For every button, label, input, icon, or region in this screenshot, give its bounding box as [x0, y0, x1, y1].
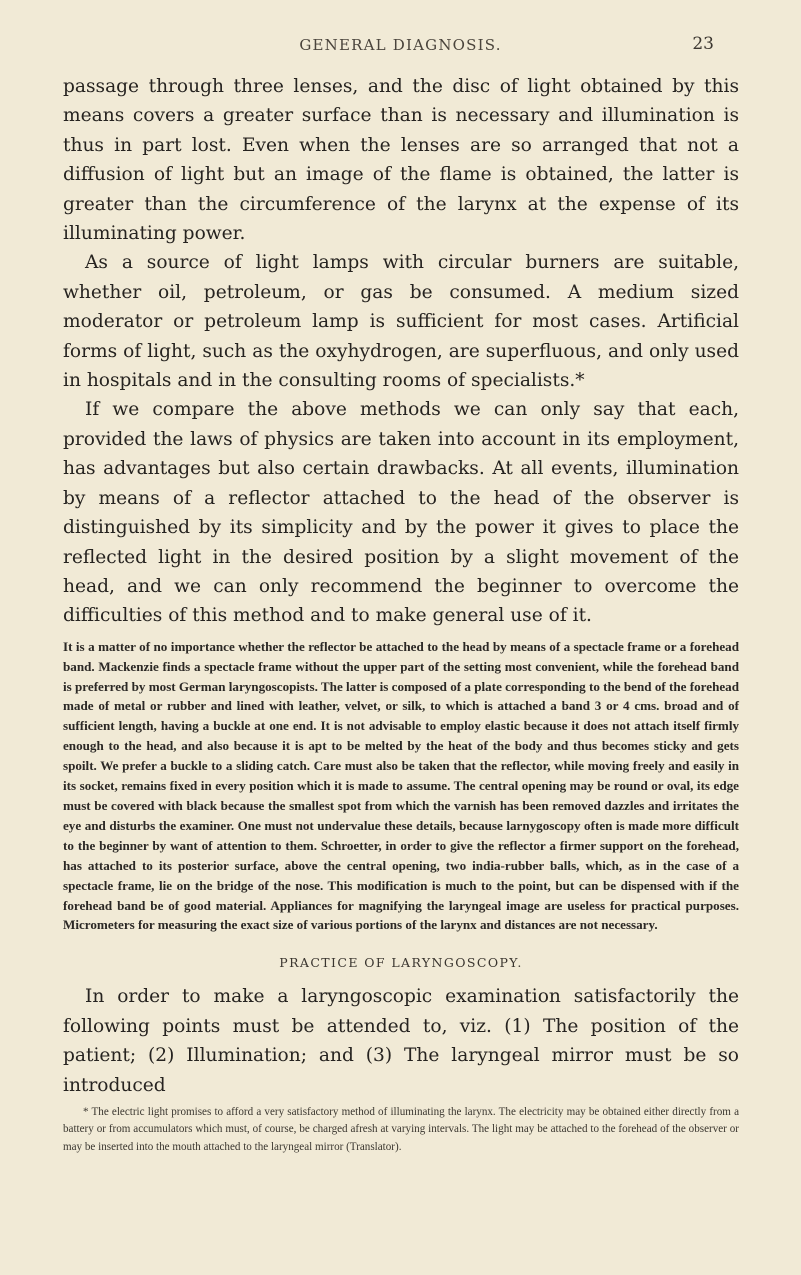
paragraph-lenses: passage through three lenses, and the disc of light obtained by this means covers a greater surface than is necessary and illumination is thus in part lost. Even when the lenses are so arranged that not a diffusion of light but an image of the flame is obtained, the latter is greater than the circumference of the larynx at the expense of its illuminating power. [63, 76, 739, 245]
page-number: 23 [692, 34, 714, 54]
footnote: * The electric light promises to afford a very satisfactory method of illuminating the larynx. The electricity may be obtained either directly from a battery or from accumulators which must, of course, be charged afresh at varying intervals. The light may be attached to the forehead of the observer or may be inserted into the mouth attached to the laryngeal mirror (Translator). [63, 1105, 739, 1153]
running-head: GENERAL DIAGNOSIS. [299, 36, 502, 54]
paragraph-practice: In order to make a laryngoscopic examination satisfactorily the following points must be attended to, viz. (1) The position of the patient; (2) Illumination; and (3) The laryngeal mirror must be so introduced [63, 986, 739, 1096]
paragraph-light-sources: As a source of light lamps with circular burners are suitable, whether oil, petroleum, or gas be consumed. A medium sized moderator or petroleum lamp is sufficient for most cases. Artificial forms of light, such as the oxyhydrogen, are superfluous, and only used in hospitals and in the consulting rooms of specialists.* [63, 252, 739, 392]
page-body [63, 72, 739, 1156]
paragraph-reflector-attachment: It is a matter of no importance whether the reflector be attached to the head by means of a spectacle frame or a forehead band. Mackenzie finds a spectacle frame without the upper part of the setting most convenient, while the forehead band is preferred by most German laryngoscopists. The latter is composed of a plate corresponding to the bend of the forehead made of metal or rubber and lined with leather, velvet, or silk, to which is attached a band 3 or 4 cms. broad and of sufficient length, having a buckle at one end. It is not advisable to employ elastic because it does not attach itself firmly enough to the head, and also because it is apt to be melted by the heat of the body and thus becomes sticky and gets spoilt. We prefer a buckle to a sliding catch. Care must also be taken that the reflector, while moving freely and easily in its socket, remains fixed in every position which it is made to assume. The central opening may be round or oval, its edge must be covered with black because the smallest spot from which the varnish has been removed dazzles and irritates the eye and disturbs the examiner. One must not undervalue these details, because larnygoscopy often is made more difficult to the beginner by want of attention to them. Schroetter, in order to give the reflector a firmer support on the forehead, has attached to its posterior surface, above the central opening, two india-rubber balls, which, as in the case of a spectacle frame, lie on the bridge of the nose. This modification is much to the point, but can be dispensed with if the forehead band be of good material. Appliances for magnifying the laryngeal image are useless for practical purposes. Micrometers for measuring the exact size of various portions of the larynx and distances are not necessary. [63, 638, 739, 933]
section-heading: PRACTICE OF LARYNGOSCOPY. [279, 955, 523, 971]
page-header [0, 34, 801, 60]
paragraph-comparison: If we compare the above methods we can only say that each, provided the laws of physics are taken into account in its employment, has advantages but also certain drawbacks. At all events, illumination by means of a reflector attached to the head of the observer is distinguished by its simplicity and by the power it gives to place the reflected light in the desired position by a slight movement of the head, and we can only recommend the beginner to overcome the difficulties of this method and to make general use of it. [63, 399, 739, 627]
